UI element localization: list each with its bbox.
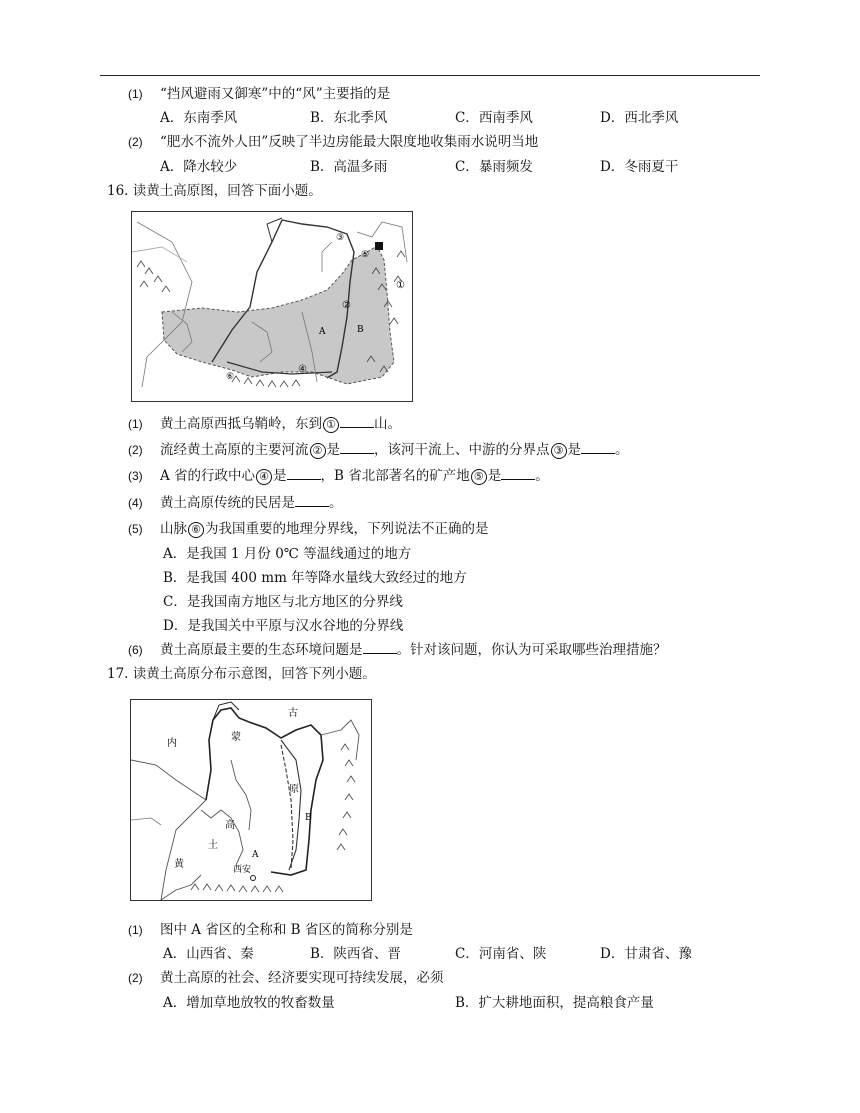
text-part: 黄土高原西抵乌鞘岭，东到 — [160, 416, 322, 432]
sub-question-text — [160, 520, 489, 538]
sub-number: (2) — [128, 971, 143, 985]
sub-number: (1) — [128, 417, 143, 431]
text-part: 是 — [487, 468, 502, 484]
map-label-gao: 高 — [225, 820, 235, 831]
loess-plateau-map-1 — [131, 211, 413, 402]
map-label-huang: 黄 — [174, 859, 184, 870]
map-label-meng: 蒙 — [231, 732, 241, 743]
sub-question-text — [160, 494, 343, 512]
text-part: ，B 省北部著名的矿产地 — [320, 468, 470, 484]
option-b[interactable]: B．陕西省、晋 — [310, 946, 401, 962]
answer-blank[interactable] — [363, 641, 397, 654]
text-part: 。 — [329, 495, 343, 511]
text-part: 黄土高原传统的民居是 — [160, 495, 295, 511]
answer-blank[interactable] — [340, 441, 374, 454]
option-d[interactable]: D．是我国关中平原与汉水谷地的分界线 — [163, 618, 404, 634]
sub-question-text — [160, 415, 401, 433]
province-label-b: B — [357, 325, 364, 335]
plateau-shaded-region — [162, 246, 394, 384]
sub-number: (5) — [128, 522, 143, 536]
map-label-xian: 西安 — [233, 865, 252, 875]
sub-number: (1) — [128, 87, 143, 101]
option-a[interactable]: A．是我国 1 月份 0℃ 等温线通过的地方 — [163, 546, 412, 562]
map-label-yuan: 原 — [289, 784, 299, 795]
text-part: 山脉 — [160, 521, 187, 537]
answer-blank[interactable] — [287, 467, 321, 480]
circled-number: ⑤ — [471, 469, 487, 485]
loess-plateau-map-2 — [130, 699, 372, 901]
option-d[interactable]: D．甘肃省、豫 — [600, 946, 692, 962]
text-part: A 省的行政中心 — [160, 468, 256, 484]
label-6: ⑥ — [226, 372, 235, 382]
circled-number: ⑥ — [188, 522, 204, 538]
map-figure — [131, 700, 371, 900]
option-c[interactable]: C．西南季风 — [455, 110, 533, 126]
option-b[interactable]: B．高温多雨 — [310, 159, 388, 175]
text-part: 。 — [535, 468, 549, 484]
answer-blank[interactable] — [340, 415, 374, 428]
option-c[interactable]: C．河南省、陕 — [455, 946, 547, 962]
question-stem: “肥水不流外人田”反映了半边房能最大限度地收集雨水说明当地 — [160, 134, 539, 150]
question-stem: 图中 A 省区的全称和 B 省区的简称分别是 — [160, 922, 413, 938]
header-rule — [100, 75, 760, 76]
option-b[interactable]: B．扩大耕地面积，提高粮食产量 — [455, 995, 654, 1011]
sub-question-text — [160, 641, 667, 659]
question-16-title: 16. 读黄土高原图，回答下面小题。 — [107, 183, 322, 199]
map-label-b: B — [305, 813, 312, 823]
label-2: ② — [342, 300, 351, 311]
sub-question-text — [160, 467, 549, 485]
map-label-gu: 古 — [288, 708, 298, 719]
option-a[interactable]: A．降水较少 — [160, 159, 238, 175]
option-b[interactable]: B．东北季风 — [310, 110, 388, 126]
sub-number: (6) — [128, 643, 143, 657]
province-label-a: A — [319, 327, 326, 337]
label-1: ① — [396, 280, 405, 291]
map-label-nei: 内 — [167, 738, 177, 749]
text-part: 山。 — [374, 416, 401, 432]
circled-number: ④ — [256, 469, 272, 485]
text-part: 。 — [615, 442, 629, 458]
text-part: 流经黄土高原的主要河流 — [160, 442, 309, 458]
answer-blank[interactable] — [501, 467, 535, 480]
label-3: ③ — [336, 233, 345, 243]
text-part: 是 — [273, 468, 287, 484]
question-17-title: 17. 读黄土高原分布示意图，回答下列小题。 — [107, 666, 376, 682]
text-part: 。针对该问题，你认为可采取哪些治理措施？ — [396, 642, 667, 658]
option-b[interactable]: B．是我国 400 mm 年等降水量线大致经过的地方 — [163, 570, 467, 586]
map-label-tu: 土 — [208, 840, 218, 851]
text-part: 是 — [326, 442, 340, 458]
sub-number: (1) — [128, 923, 143, 937]
option-a[interactable]: A．山西省、秦 — [163, 946, 254, 962]
question-stem: “挡风避雨又御寒”中的“风”主要指的是 — [160, 86, 391, 102]
answer-blank[interactable] — [295, 494, 329, 507]
map-figure — [132, 212, 412, 401]
sub-number: (4) — [128, 496, 143, 510]
question-stem: 黄土高原的社会、经济要实现可持续发展，必须 — [160, 970, 444, 986]
option-c[interactable]: C．暴雨频发 — [455, 159, 533, 175]
option-a[interactable]: A．东南季风 — [160, 110, 238, 126]
label-4: ④ — [298, 364, 307, 375]
sub-number: (3) — [128, 469, 143, 483]
circled-number: ② — [310, 443, 326, 459]
xian-marker — [251, 876, 256, 881]
text-part: 黄土高原最主要的生态环境问题是 — [160, 642, 363, 658]
map-label-a: A — [252, 850, 259, 860]
sub-number: (2) — [128, 135, 143, 149]
mine-marker — [375, 242, 383, 250]
sub-question-text — [160, 441, 629, 459]
option-a[interactable]: A．增加草地放牧的牧畜数量 — [163, 995, 335, 1011]
sub-number: (2) — [128, 443, 143, 457]
circled-number: ① — [323, 417, 339, 433]
mountain-symbols — [191, 744, 355, 892]
text-part: 是 — [567, 442, 581, 458]
option-d[interactable]: D．西北季风 — [600, 110, 679, 126]
option-c[interactable]: C．是我国南方地区与北方地区的分界线 — [163, 594, 403, 610]
yellow-river — [206, 708, 323, 875]
text-part: 为我国重要的地理分界线，下列说法不正确的是 — [205, 521, 489, 537]
text-part: ，该河干流上、中游的分界点 — [374, 442, 550, 458]
circled-number: ③ — [551, 443, 567, 459]
label-5: ⑤ — [361, 250, 370, 260]
option-d[interactable]: D．冬雨夏干 — [600, 159, 679, 175]
answer-blank[interactable] — [581, 441, 615, 454]
